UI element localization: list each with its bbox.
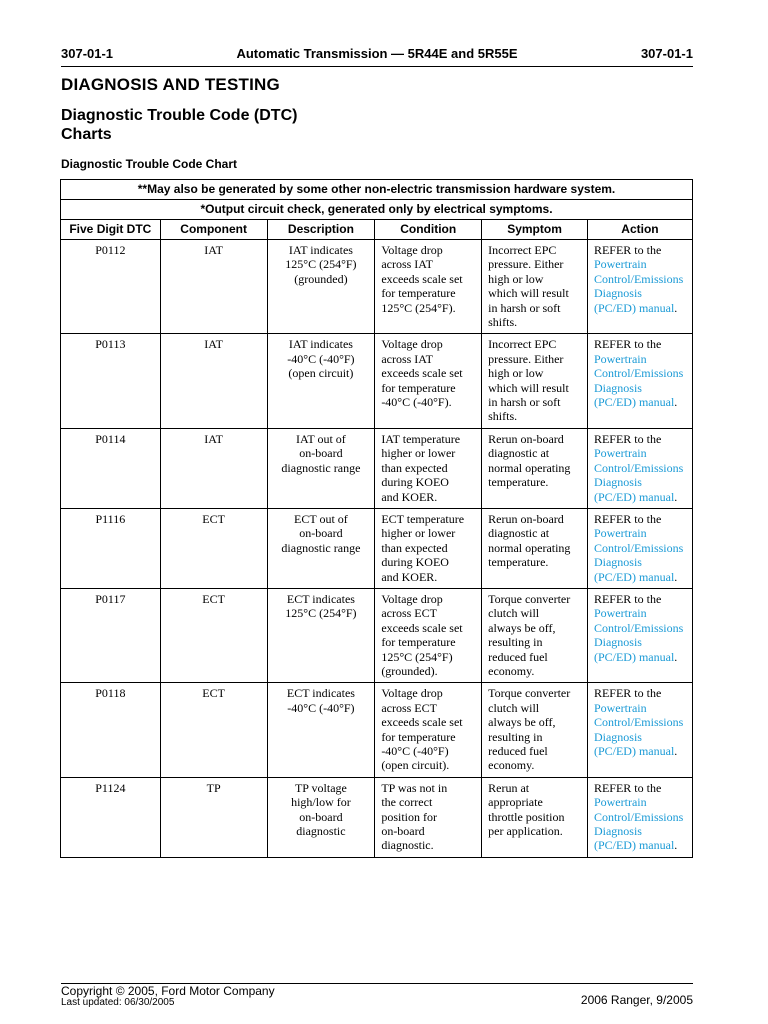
dtc-code: P0118 [95,686,126,701]
description-cell-line: IAT indicates [288,337,353,352]
action-link-line [594,395,686,409]
symptom-cell-line: economy. [488,758,535,773]
dtc-code-cell [61,683,161,777]
component-cell [160,240,267,334]
section-title: DIAGNOSIS AND TESTING [61,75,280,94]
description-cell-line: (open circuit) [288,366,354,381]
action-link-line [594,606,686,620]
dtc-table [60,179,693,858]
action-suffix: . [674,838,678,853]
description-cell-line: ECT out of [294,511,348,526]
component-cell [160,428,267,508]
condition-cell-line: position for [381,809,437,824]
description-cell [267,508,375,588]
dtc-code-cell [61,334,161,428]
manual-reference-link[interactable]: Powertrain [593,606,647,621]
condition-cell-line: during KOEO [381,555,449,570]
action-text: REFER to the [593,243,662,257]
table-row [61,428,693,508]
description-cell-line: diagnostic range [281,460,361,475]
condition-cell-line: Voltage drop [381,337,443,352]
manual-reference-link[interactable]: (PC/ED) manual [593,569,675,584]
manual-reference-link[interactable]: Diagnosis [593,555,642,570]
action-cell [587,683,692,777]
manual-reference-link[interactable]: Control/Emissions [593,460,684,475]
symptom-cell-line: normal operating [488,460,571,475]
action-suffix: . [674,649,678,664]
manual-reference-link[interactable]: Powertrain [593,446,647,461]
symptom-cell [482,683,588,777]
description-cell-line: ECT indicates [286,686,355,701]
symptom-cell-line: which will result [488,380,569,395]
condition-cell-line: TP was not in [381,780,448,795]
action-link-line [594,461,686,475]
condition-cell-line: across ECT [381,700,437,715]
condition-cell-line: across ECT [381,606,437,621]
header-page-number-right: 307-01-1 [640,46,693,61]
symptom-cell-line: shifts. [488,409,518,424]
description-cell [267,588,375,682]
table-row [61,777,693,857]
symptom-cell-line: temperature. [488,555,549,570]
description-cell-line: -40°C (-40°F) [287,700,355,715]
table-row [61,508,693,588]
footer-copyright: Copyright © 2005, Ford Motor Company [61,984,275,998]
component-name: ECT [202,511,225,526]
description-cell [267,334,375,428]
manual-reference-link[interactable]: Diagnosis [593,635,642,650]
condition-cell-line: Voltage drop [381,591,443,606]
action-link-line [594,541,686,555]
symptom-cell-line: always be off, [488,715,556,730]
manual-reference-link[interactable]: Diagnosis [593,729,642,744]
action-link-line [594,621,686,635]
manual-reference-link[interactable]: Powertrain [593,526,647,541]
column-header-component: Component [160,220,267,240]
action-link-line [594,650,686,664]
description-cell [267,240,375,334]
symptom-cell [482,240,588,334]
column-header-action: Action [587,220,692,240]
condition-cell-line: Voltage drop [381,243,443,257]
action-link-line [594,490,686,504]
action-link-line [594,635,686,649]
manual-reference-link[interactable]: Diagnosis [593,286,642,301]
condition-cell-line: than expected [381,540,448,555]
description-cell [267,428,375,508]
description-cell [267,777,375,857]
footer-last-updated: Last updated: 06/30/2005 [61,997,175,1008]
manual-reference-link[interactable]: Control/Emissions [593,715,684,730]
component-cell [160,588,267,682]
symptom-cell-line: Rerun on-board [488,511,564,526]
symptom-cell-line: per application. [488,824,563,839]
manual-reference-link[interactable]: Diagnosis [593,475,642,490]
condition-cell [375,428,482,508]
condition-cell-line: during KOEO [381,475,449,490]
page-header [61,46,693,66]
symptom-cell-line: diagnostic at [488,446,550,461]
condition-cell-line: (open circuit). [381,758,450,773]
component-name: ECT [202,591,225,606]
condition-cell-line: on-board [381,824,425,839]
condition-cell-line: exceeds scale set [381,271,463,286]
description-cell-line: 125°C (254°F) [285,606,357,621]
condition-cell-line: (grounded). [381,663,438,678]
action-suffix: . [674,744,678,758]
symptom-cell-line: pressure. Either [488,351,564,366]
action-link-line [594,301,686,315]
description-cell-line: on-board [299,446,343,461]
symptom-cell-line: Rerun on-board [488,431,564,446]
action-text: REFER to the [593,511,662,526]
table-row [61,588,693,682]
description-cell-line: diagnostic range [281,540,361,555]
table-note-output-circuit: *Output circuit check, generated only by electrical symptoms. [61,200,693,220]
symptom-cell-line: throttle position [488,809,565,824]
condition-cell-line: exceeds scale set [381,366,463,381]
action-text: REFER to the [593,780,662,795]
description-cell-line: (grounded) [294,271,348,286]
action-suffix: . [674,569,678,584]
condition-cell-line: diagnostic. [381,838,434,853]
action-link-line [594,744,686,758]
action-link-line [594,352,686,366]
dtc-code-cell [61,508,161,588]
dtc-code: P1124 [95,780,126,795]
action-link-line [594,366,686,380]
action-cell [587,334,692,428]
condition-cell-line: for temperature [381,286,456,301]
manual-reference-link[interactable]: Powertrain [593,795,647,810]
condition-cell-line: than expected [381,460,448,475]
symptom-cell-line: resulting in [488,729,543,744]
symptom-cell-line: Torque converter [488,686,571,701]
symptom-cell-line: in harsh or soft [488,395,561,410]
symptom-cell-line: high or low [488,366,544,381]
symptom-cell-line: always be off, [488,620,556,635]
description-cell-line: on-board [299,809,343,824]
description-cell-line: IAT out of [296,431,346,446]
symptom-cell-line: Torque converter [488,591,571,606]
description-cell-line: on-board [299,526,343,541]
action-link-line [594,286,686,300]
action-link-line [594,838,686,852]
condition-cell-line: higher or lower [381,446,456,461]
symptom-cell [482,508,588,588]
condition-cell-line: and KOER. [381,569,438,584]
action-suffix: . [674,489,678,504]
column-header-dtc: Five Digit DTC [61,220,161,240]
symptom-cell-line: reduced fuel [488,744,548,758]
action-link-line [594,715,686,729]
dtc-code: P0112 [95,243,126,257]
symptom-cell-line: in harsh or soft [488,300,561,315]
condition-cell-line: and KOER. [381,489,438,504]
condition-cell-line: exceeds scale set [381,715,463,730]
description-cell-line: -40°C (-40°F) [287,351,355,366]
manual-reference-link[interactable]: Control/Emissions [593,809,684,824]
description-cell-line: IAT indicates [288,243,353,257]
symptom-cell-line: which will result [488,286,569,301]
condition-cell-line: exceeds scale set [381,620,463,635]
symptom-cell-line: Incorrect EPC [488,243,557,257]
component-cell [160,334,267,428]
column-header-description: Description [267,220,375,240]
action-link-line [594,824,686,838]
condition-cell-line: for temperature [381,729,456,744]
action-suffix: . [674,300,678,315]
action-link-line [594,570,686,584]
manual-reference-link[interactable]: (PC/ED) manual [593,838,675,853]
action-cell [587,428,692,508]
table-header-row [61,220,693,240]
action-text: REFER to the [593,337,662,352]
condition-cell-line: higher or lower [381,526,456,541]
symptom-cell-line: shifts. [488,315,518,330]
description-cell [267,683,375,777]
action-cell [587,588,692,682]
page-subtitle [61,106,361,144]
action-link-line [594,446,686,460]
description-cell-line: 125°C (254°F) [285,257,357,272]
symptom-cell-line: high or low [488,271,544,286]
component-name: IAT [204,243,223,257]
condition-cell-line: for temperature [381,635,456,650]
manual-reference-link[interactable]: Control/Emissions [593,366,684,381]
table-row [61,240,693,334]
description-cell-line: TP voltage [294,780,347,795]
symptom-cell-line: resulting in [488,635,543,650]
action-text: REFER to the [593,686,662,701]
dtc-code: P0114 [95,431,126,446]
manual-reference-link[interactable]: (PC/ED) manual [593,744,675,758]
subtitle-line-1: Diagnostic Trouble Code (DTC) [61,107,298,124]
action-link-line [594,381,686,395]
symptom-cell-line: appropriate [488,795,543,810]
symptom-cell [482,428,588,508]
component-cell [160,508,267,588]
action-link-line [594,701,686,715]
component-cell [160,683,267,777]
symptom-cell-line: reduced fuel [488,649,548,664]
action-link-line [594,810,686,824]
condition-cell-line: -40°C (-40°F). [381,395,452,410]
column-header-symptom: Symptom [482,220,588,240]
symptom-cell-line: Rerun at [488,780,530,795]
chart-title: Diagnostic Trouble Code Chart [61,157,238,171]
header-divider [61,66,693,67]
condition-cell-line: 125°C (254°F). [381,300,456,315]
symptom-cell-line: temperature. [488,475,549,490]
dtc-code: P0117 [95,591,126,606]
dtc-code: P1116 [95,511,126,526]
manual-reference-link[interactable]: Powertrain [593,351,647,366]
symptom-cell-line: diagnostic at [488,526,550,541]
dtc-code-cell [61,240,161,334]
manual-reference-link[interactable]: Diagnosis [593,824,642,839]
description-cell-line: ECT indicates [286,591,355,606]
action-link-line [594,257,686,271]
condition-cell [375,334,482,428]
header-page-number-left: 307-01-1 [61,46,114,61]
manual-reference-link[interactable]: (PC/ED) manual [593,395,675,410]
symptom-cell [482,334,588,428]
action-cell [587,240,692,334]
dtc-code-cell [61,588,161,682]
action-text: REFER to the [593,591,662,606]
symptom-cell-line: Incorrect EPC [488,337,557,352]
symptom-cell-line: clutch will [488,606,540,621]
condition-cell [375,588,482,682]
condition-cell-line: 125°C (254°F) [381,649,453,664]
description-cell-line: diagnostic [296,824,346,839]
condition-cell-line: Voltage drop [381,686,443,701]
manual-reference-link[interactable]: Powertrain [593,700,647,715]
action-link-line [594,475,686,489]
condition-cell-line: across IAT [381,351,433,366]
table-row [61,334,693,428]
condition-cell [375,240,482,334]
table-note-hardware: **May also be generated by some other non-electric transmission hardware system. [61,180,693,200]
table-row [61,683,693,777]
action-cell [587,777,692,857]
action-link-line [594,555,686,569]
subtitle-line-2: Charts [61,126,112,143]
symptom-cell-line: clutch will [488,700,540,715]
manual-reference-link[interactable]: (PC/ED) manual [593,300,675,315]
condition-cell-line: for temperature [381,380,456,395]
header-document-title: Automatic Transmission — 5R44E and 5R55E [236,46,518,61]
dtc-code-cell [61,428,161,508]
manual-reference-link[interactable]: Control/Emissions [593,620,684,635]
manual-reference-link[interactable]: Control/Emissions [593,540,684,555]
manual-reference-link[interactable]: (PC/ED) manual [593,649,675,664]
action-link-line [594,795,686,809]
component-cell [160,777,267,857]
condition-cell [375,508,482,588]
condition-cell [375,683,482,777]
symptom-cell-line: normal operating [488,540,571,555]
dtc-code-cell [61,777,161,857]
condition-cell-line: -40°C (-40°F) [381,744,449,758]
condition-cell [375,777,482,857]
description-cell-line: high/low for [291,795,351,810]
component-name: ECT [202,686,225,701]
condition-cell-line: across IAT [381,257,433,272]
symptom-cell-line: economy. [488,663,535,678]
condition-cell-line: ECT temperature [381,511,465,526]
action-cell [587,508,692,588]
dtc-code: P0113 [95,337,126,352]
symptom-cell [482,588,588,682]
action-link-line [594,272,686,286]
manual-reference-link[interactable]: Powertrain [593,257,647,272]
action-suffix: . [674,395,678,410]
symptom-cell [482,777,588,857]
component-name: IAT [204,337,223,352]
action-link-line [594,526,686,540]
column-header-condition: Condition [375,220,482,240]
footer-edition: 2006 Ranger, 9/2005 [580,993,693,1007]
component-name: TP [206,780,221,795]
action-link-line [594,730,686,744]
component-name: IAT [204,431,223,446]
manual-reference-link[interactable]: Control/Emissions [593,271,684,286]
symptom-cell-line: pressure. Either [488,257,564,272]
condition-cell-line: the correct [381,795,433,810]
action-text: REFER to the [593,431,662,446]
condition-cell-line: IAT temperature [381,431,461,446]
manual-reference-link[interactable]: (PC/ED) manual [593,489,675,504]
manual-reference-link[interactable]: Diagnosis [593,380,642,395]
